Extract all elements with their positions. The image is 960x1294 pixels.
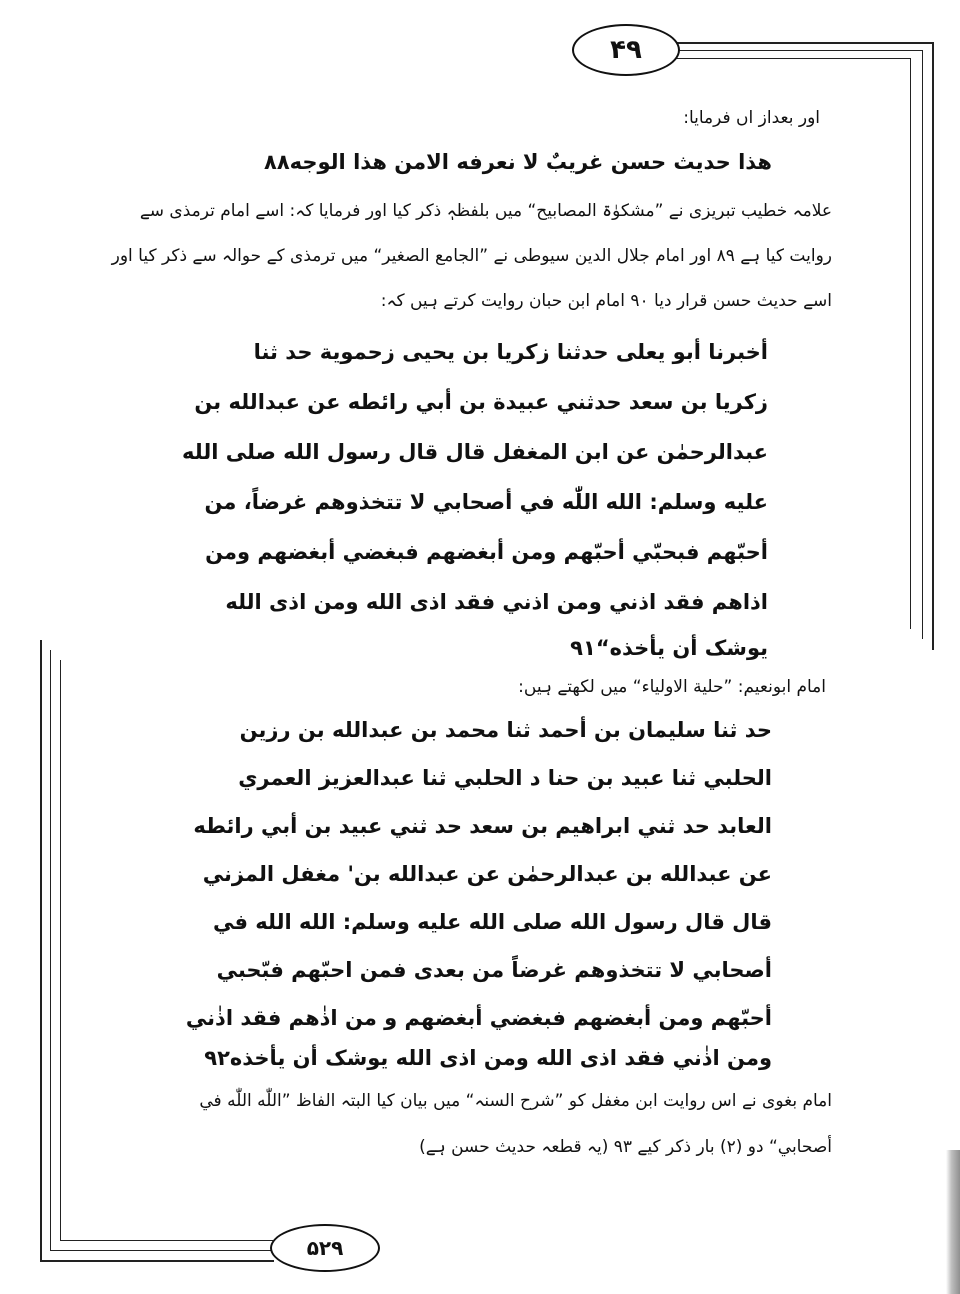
text-line: يوشک أن يأخذه“۹۱	[570, 636, 768, 660]
text-line: عليه وسلم: الله اللّٰه في أصحابي لا تتخذوهم غرضاً، من	[204, 490, 768, 514]
text-line: أحبّهم فبحبّي أحبّهم ومن أبغضهم فبغضي أبغضهم ومن	[205, 540, 768, 564]
text-line: أخبرنا أبو يعلى حدثنا زكريا بن يحيى زحموية حد ثنا	[253, 340, 768, 364]
page-number-bottom: ۵۲۹	[270, 1224, 380, 1272]
text-line: امام بغوی نے اس روایت ابن مغفل کو ”شرح السنہ“ میں بیان کیا البتہ الفاظ ”اللّٰه اللّٰه في	[199, 1091, 832, 1111]
text-line: قال قال رسول الله صلى الله عليه وسلم: الله الله في	[213, 910, 772, 934]
text-line: اذاهم فقد اذني ومن اذني فقد اذى الله ومن اذى الله	[225, 590, 768, 614]
text-line: امام ابونعیم: ”حلية الاولياء“ میں لکھتے ہیں:	[518, 677, 826, 697]
text-line: زكريا بن سعد حدثني عبيدة بن أبي رائطه عن عبدالله بن	[194, 390, 768, 414]
text-line: العابد حد ثني ابراهيم بن سعد حد ثني عبيد بن أبي رائطه	[193, 814, 772, 838]
text-line: علامہ خطیب تبریزی نے ”مشکوٰۃ المصابیح“ میں بلفظہٖ ذکر کیا اور فرمایا کہ: اسے امام ترمذی سے	[139, 201, 832, 221]
text-line: حد ثنا سليمان بن أحمد ثنا محمد بن عبدالله بن رزين	[239, 718, 772, 742]
scan-edge-shadow	[946, 1150, 960, 1294]
text-line: اسے حدیث حسن قرار دیا ۹۰ امام ابن حبان روایت کرتے ہیں کہ:	[380, 291, 832, 311]
text-line: عن عبدالله بن عبدالرحمٰن عن عبدالله بن' مغفل المزني	[202, 862, 772, 886]
text-line: الحلبي ثنا عبيد بن حنا د الحلبي ثنا عبدالعزيز العمري	[238, 766, 772, 790]
text-line: أصحابي لا تتخذوهم غرضاً من بعدى فمن احبّهم فبّحبي	[216, 958, 772, 982]
text-line: أحبّهم ومن أبغضهم فبغضي أبغضهم و من اذٰهم فقد اذٰني	[185, 1006, 772, 1030]
text-line: اور بعداز اں فرمایا:	[683, 108, 820, 128]
text-line: ومن اذٰني فقد اذى الله ومن اذى الله يوشک أن يأخذه۹۲	[204, 1046, 772, 1070]
text-line: عبدالرحمٰن عن ابن المغفل قال قال رسول الله صلى الله	[182, 440, 768, 464]
text-line: هذا حديث حسن غريبٌ لا نعرفه الامن هذا الوجه۸۸	[264, 150, 772, 174]
frame-line-inner-bottom	[60, 660, 273, 1241]
text-line: أصحابي“ دو (۲) بار ذکر کیے ۹۳ (یہ قطعہ حدیث حسن ہے)	[419, 1137, 832, 1157]
page-number-top: ۴۹	[572, 24, 680, 76]
text-line: روایت کیا ہے ۸۹ اور امام جلال الدین سیوطی نے ”الجامع الصغیر“ میں ترمذی کے حوالہ سے ذکر کیا اور	[111, 246, 832, 266]
